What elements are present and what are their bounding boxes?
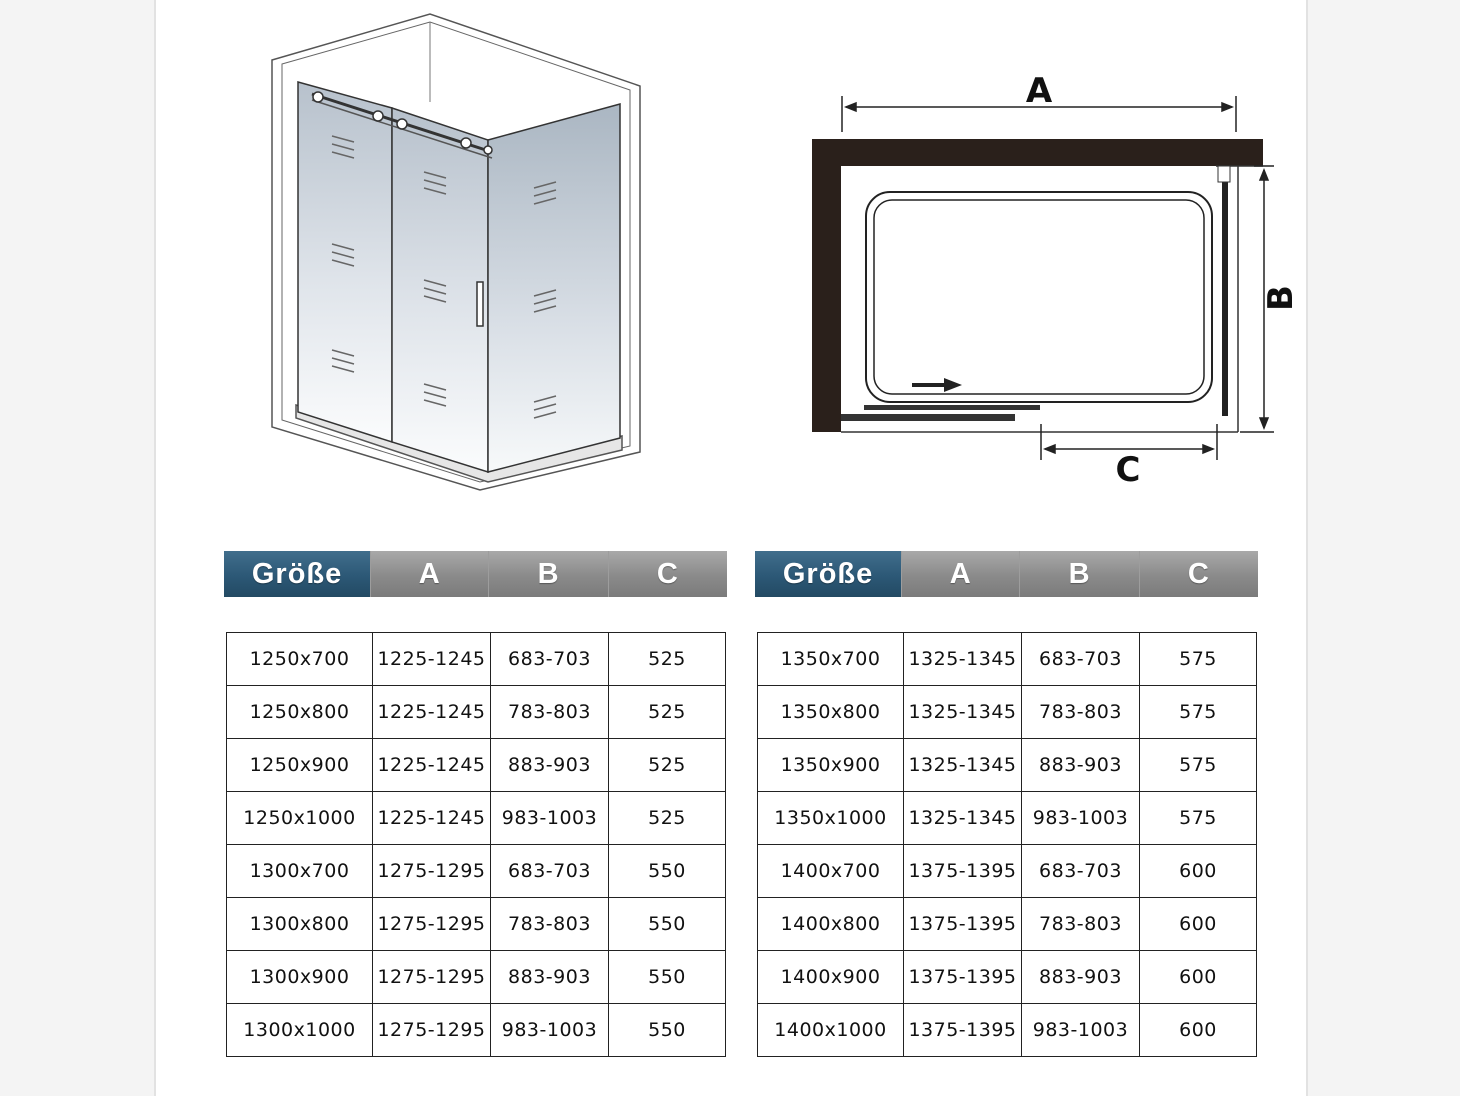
- table-row: [227, 951, 726, 1004]
- cell-size: 1400x700: [758, 845, 904, 898]
- cell-b: 883-903: [1022, 951, 1140, 1004]
- table-row: [758, 633, 1257, 686]
- cell-a: 1325-1345: [904, 633, 1022, 686]
- dimension-c-label: C: [1115, 450, 1141, 490]
- header-c: C: [1140, 551, 1258, 597]
- cell-size: 1300x1000: [227, 1004, 373, 1057]
- cell-size: 1250x1000: [227, 792, 373, 845]
- shower-drawings: [0, 0, 1460, 520]
- cell-b: 883-903: [1022, 739, 1140, 792]
- table-row: [227, 898, 726, 951]
- header-size: Größe: [755, 551, 902, 597]
- cell-b: 783-803: [1022, 898, 1140, 951]
- cell-b: 783-803: [491, 898, 609, 951]
- shower-tray-outline: [866, 192, 1212, 402]
- cell-size: 1300x700: [227, 845, 373, 898]
- cell-c: 575: [1140, 792, 1257, 845]
- table-row: [758, 1004, 1257, 1057]
- cell-b: 683-703: [491, 633, 609, 686]
- table-row: [227, 633, 726, 686]
- cell-a: 1375-1395: [904, 845, 1022, 898]
- table-row: [758, 739, 1257, 792]
- cell-b: 783-803: [1022, 686, 1140, 739]
- cell-size: 1300x900: [227, 951, 373, 1004]
- size-table-2-header: [755, 551, 1258, 597]
- table-row: [758, 845, 1257, 898]
- header-b: B: [489, 551, 608, 597]
- cell-c: 600: [1140, 898, 1257, 951]
- cell-c: 525: [609, 633, 726, 686]
- cell-b: 683-703: [491, 845, 609, 898]
- cell-a: 1325-1345: [904, 686, 1022, 739]
- cell-size: 1300x800: [227, 898, 373, 951]
- header-a: A: [902, 551, 1020, 597]
- header-size: Größe: [224, 551, 371, 597]
- cell-c: 600: [1140, 951, 1257, 1004]
- cell-a: 1225-1245: [373, 792, 491, 845]
- cell-a: 1275-1295: [373, 951, 491, 1004]
- cell-size: 1400x900: [758, 951, 904, 1004]
- cell-c: 525: [609, 739, 726, 792]
- cell-a: 1325-1345: [904, 792, 1022, 845]
- table-row: [758, 686, 1257, 739]
- sliding-direction-arrow-icon: [912, 378, 962, 392]
- size-table-2: [757, 632, 1257, 1057]
- table-row: [758, 898, 1257, 951]
- cell-size: 1400x800: [758, 898, 904, 951]
- cell-a: 1275-1295: [373, 1004, 491, 1057]
- side-wall: [812, 139, 841, 432]
- cell-c: 550: [609, 951, 726, 1004]
- cell-a: 1325-1345: [904, 739, 1022, 792]
- cell-b: 783-803: [491, 686, 609, 739]
- header-c: C: [609, 551, 727, 597]
- cell-b: 983-1003: [491, 1004, 609, 1057]
- header-b: B: [1020, 551, 1139, 597]
- cell-b: 683-703: [1022, 633, 1140, 686]
- dimension-b-label: B: [1261, 285, 1301, 311]
- cell-b: 683-703: [1022, 845, 1140, 898]
- table-row: [227, 739, 726, 792]
- cell-b: 983-1003: [491, 792, 609, 845]
- plan-view: [812, 71, 1301, 490]
- table-row: [227, 686, 726, 739]
- cell-size: 1250x700: [227, 633, 373, 686]
- cell-size: 1350x1000: [758, 792, 904, 845]
- cell-size: 1400x1000: [758, 1004, 904, 1057]
- table-row: [227, 845, 726, 898]
- cell-c: 575: [1140, 739, 1257, 792]
- cell-a: 1375-1395: [904, 898, 1022, 951]
- cell-b: 883-903: [491, 951, 609, 1004]
- cell-size: 1350x700: [758, 633, 904, 686]
- cell-a: 1225-1245: [373, 633, 491, 686]
- cell-c: 575: [1140, 686, 1257, 739]
- cell-c: 550: [609, 898, 726, 951]
- table-row: [227, 792, 726, 845]
- shower-enclosure-3d: [272, 14, 640, 490]
- cell-c: 600: [1140, 1004, 1257, 1057]
- cell-a: 1225-1245: [373, 739, 491, 792]
- size-table-1: [226, 632, 726, 1057]
- cell-c: 550: [609, 845, 726, 898]
- cell-b: 983-1003: [1022, 1004, 1140, 1057]
- cell-size: 1250x800: [227, 686, 373, 739]
- cell-size: 1350x800: [758, 686, 904, 739]
- table-row: [758, 951, 1257, 1004]
- cell-c: 525: [609, 792, 726, 845]
- cell-a: 1375-1395: [904, 951, 1022, 1004]
- cell-c: 550: [609, 1004, 726, 1057]
- table-row: [227, 1004, 726, 1057]
- cell-a: 1275-1295: [373, 845, 491, 898]
- cell-a: 1225-1245: [373, 686, 491, 739]
- cell-a: 1275-1295: [373, 898, 491, 951]
- size-table-1-header: [224, 551, 727, 597]
- back-wall: [812, 139, 1263, 166]
- cell-size: 1350x900: [758, 739, 904, 792]
- cell-size: 1250x900: [227, 739, 373, 792]
- cell-b: 883-903: [491, 739, 609, 792]
- header-a: A: [371, 551, 489, 597]
- cell-c: 525: [609, 686, 726, 739]
- cell-c: 575: [1140, 633, 1257, 686]
- cell-b: 983-1003: [1022, 792, 1140, 845]
- table-row: [758, 792, 1257, 845]
- cell-a: 1375-1395: [904, 1004, 1022, 1057]
- cell-c: 600: [1140, 845, 1257, 898]
- dimension-a-label: A: [1025, 71, 1053, 111]
